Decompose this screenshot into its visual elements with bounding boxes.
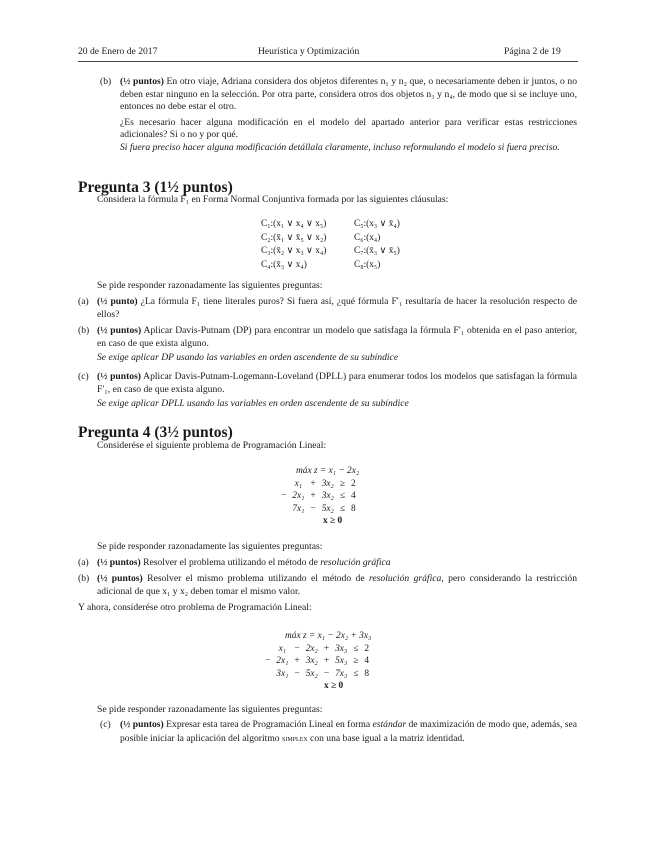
q4-ask1: Se pide responder razonadamente las siguientes preguntas:: [97, 541, 323, 552]
q3b-text: Aplicar Davis-Putnam (DP) para encontrar un modelo que satisfaga la fórmula F′₁ obtenida en el paso anterior, en caso de que exista alguno.: [97, 325, 577, 349]
lp1-objective: máx z = x₁ − 2x₂: [296, 466, 360, 476]
q3c-note: Se exige aplicar DPLL usando las variables en orden ascendente de su subíndice: [97, 398, 409, 410]
lp1-row: [278, 503, 359, 516]
q3c-points: (½ puntos): [97, 371, 141, 382]
lp2-cell: +: [294, 656, 300, 667]
lp1-constraints: [278, 478, 359, 516]
lp2-cell: 7x₃: [335, 668, 348, 679]
lp2-cell: 3x₂: [305, 656, 318, 667]
lp2-row: [262, 655, 372, 668]
lp2-cell: 2: [364, 643, 370, 654]
lp1-cell: [278, 503, 289, 516]
clause-c8: C₈:(x₅): [354, 259, 381, 270]
lp1-cell: −: [281, 491, 287, 502]
lp1-nonneg: x ≥ 0: [323, 516, 343, 527]
q4a-label: (a): [78, 557, 89, 568]
lp1-cell: 3x₂: [321, 491, 334, 502]
lp2-cell: 5x₂: [305, 668, 318, 679]
q3b-note: Se exige aplicar DP usando las variables en orden ascendente de su subíndice: [97, 352, 399, 364]
q3c-text: Aplicar Davis-Putnam-Logemann-Loveland (DPLL) para enumerar todos los modelos que satisfagan la fórmula F′₁, en caso de que exista alguno.: [97, 371, 577, 395]
lp1-cell: x₁: [294, 478, 303, 489]
q4b-points: (½ puntos): [97, 573, 143, 584]
q4c-label: (c): [100, 719, 111, 730]
lp2-cell: −: [323, 668, 330, 679]
q4-heading: Pregunta 4 (3½ puntos): [78, 424, 233, 441]
clause-c4: C₄:(x̄₃ ∨ x₄): [261, 259, 307, 270]
q3b-label: (b): [78, 325, 90, 336]
q3-clauses-left: [261, 218, 326, 272]
lp1-cell: +: [310, 478, 316, 489]
q4b-text: Resolver el mismo problema utilizando el método de: [142, 573, 370, 584]
lp1-cell: 8: [350, 503, 356, 514]
lp2-cell: 8: [364, 668, 370, 679]
lp1-cell: ≥: [339, 478, 345, 489]
q4-intro: Considerése el siguiente problema de Programación Lineal:: [97, 440, 327, 451]
lp2-cell: −: [265, 656, 271, 667]
lp1-cell: ≤: [339, 503, 345, 514]
lp2-objective: máx z = x₁ − 2x₂ + 3x₃: [285, 631, 372, 641]
lp2-cell: 4: [364, 656, 370, 667]
lp2-cell: 3x₃: [335, 643, 348, 654]
q4c-points: (½ puntos): [120, 719, 164, 730]
q4-ask2: Se pide responder razonadamente las siguientes preguntas:: [97, 704, 323, 715]
q3-ask: Se pide responder razonadamente las siguientes preguntas:: [97, 280, 323, 291]
q4b-em: resolución gráfica: [369, 573, 442, 584]
clause-c1: C₁:(x₁ ∨ x₄ ∨ x₅): [261, 219, 327, 229]
header-rule: [78, 61, 578, 62]
q3b-points: (½ puntos): [97, 325, 142, 336]
lp2-cell: ≤: [353, 668, 359, 679]
q3c-label: (c): [78, 371, 89, 382]
lp1-cell: +: [310, 491, 316, 502]
lp2-row: [262, 643, 372, 656]
q2b-text: En otro viaje, Adriana considera dos objetos diferentes n₁ y n₂ que, o necesariamente deben ir juntos, o no deben estar ninguno en la selección. Por otra parte, considera otros dos objetos n₃ y n₄, de modo que si se incluye uno, entonces no debe estar el otro.: [120, 76, 577, 113]
lp2-cell: x₁: [278, 643, 287, 654]
q3a-label: (a): [78, 296, 89, 307]
q4b-label: (b): [78, 573, 90, 584]
clause-c3: C₃:(x̄₂ ∨ x₃ ∨ x₄): [261, 246, 327, 256]
lp1-cell: [278, 478, 289, 491]
lp2-cell: 3x₁: [276, 668, 289, 679]
lp1-cell: 2x₁: [292, 491, 305, 502]
lp1-cell: 2: [350, 478, 356, 489]
lp1-cell: 7x₁: [292, 503, 305, 514]
q3a-points: (½ punto): [97, 296, 138, 307]
q3a-text: ¿La fórmula F₁ tiene literales puros? Si fuera así, ¿qué fórmula F′₁ resultaría de hacer la resolución respecto de ellos?: [97, 296, 578, 320]
lp2-cell: [262, 643, 273, 656]
lp1-model: [278, 465, 359, 528]
lp2-cell: +: [323, 656, 330, 667]
lp1-cell: −: [310, 503, 316, 514]
q4a-points: (½ puntos): [97, 557, 141, 568]
q4c-simplex: simplex: [281, 732, 308, 743]
q2b-points: (½ puntos): [120, 76, 164, 87]
lp2-cell: +: [323, 643, 330, 654]
lp1-cell: 4: [350, 491, 356, 502]
header-course: Heurística y Optimización: [258, 46, 360, 57]
lp2-cell: −: [294, 668, 300, 679]
q4-intro2: Y ahora, considerése otro problema de Programación Lineal:: [78, 602, 312, 613]
q3-clauses-right: [354, 218, 400, 272]
clause-c6: C₆:(x₄): [354, 232, 381, 243]
q4c-tail: con una base igual a la matriz identidad.: [307, 732, 465, 744]
lp2-row: [262, 668, 372, 681]
clause-c5: C₅:(x₃ ∨ x̄₄): [354, 219, 400, 229]
header-page-number: Página 2 de 19: [504, 46, 561, 57]
lp2-cell: 5x₃: [335, 656, 348, 667]
q2b-label: (b): [100, 76, 112, 87]
q4a-text: Resolver el problema utilizando el método de: [140, 557, 321, 568]
lp1-row: [278, 490, 359, 503]
q4c-mid: de maximización de modo que, además, sea posible iniciar la aplicación del algoritmo: [120, 719, 578, 744]
q2b-body: [120, 76, 577, 155]
lp2-cell: ≤: [353, 643, 359, 654]
lp2-cell: ≥: [353, 656, 359, 667]
q4b-tail: , pero considerando la restricción adicional de que x₁ y x₂ deben tomar el mismo valor.: [97, 573, 577, 597]
q4c-text: Expresar esta tarea de Programación Lineal en forma: [163, 719, 373, 730]
q4a-em: resolución gráfica: [320, 557, 391, 568]
q3-intro: Considera la fórmula F₁ en Forma Normal Conjuntiva formada por las siguientes cláusulas:: [97, 194, 449, 205]
lp2-nonneg: x ≥ 0: [324, 681, 344, 692]
lp2-cell: [262, 668, 273, 681]
q2b-question: ¿Es necesario hacer alguna modificación en el modelo del apartado anterior para verificar estas restricciones adicionales? Si o no y por qué.: [120, 116, 577, 141]
lp2-model: [262, 630, 372, 693]
lp2-cell: 2x₂: [305, 643, 318, 654]
q4c-em: estándar: [372, 719, 407, 730]
lp2-cell: −: [294, 643, 300, 654]
lp1-cell: ≤: [339, 491, 345, 502]
lp1-cell: 3x₂: [321, 478, 334, 489]
q2b-note: Si fuera preciso hacer alguna modificación detállala claramente, incluso reformulando el modelo si fuera preciso.: [120, 141, 560, 153]
header-date: 20 de Enero de 2017: [78, 46, 158, 57]
clause-c2: C₂:(x̄₁ ∨ x̄₅ ∨ x₂): [261, 232, 327, 243]
clause-c7: C₇:(x̄₃ ∨ x̄₅): [354, 246, 400, 256]
lp1-row: [278, 478, 359, 491]
q3-heading: Pregunta 3 (1½ puntos): [78, 179, 233, 196]
lp2-cell: 2x₁: [276, 656, 289, 667]
lp2-constraints: [262, 643, 372, 681]
lp1-cell: 5x₂: [321, 503, 334, 514]
